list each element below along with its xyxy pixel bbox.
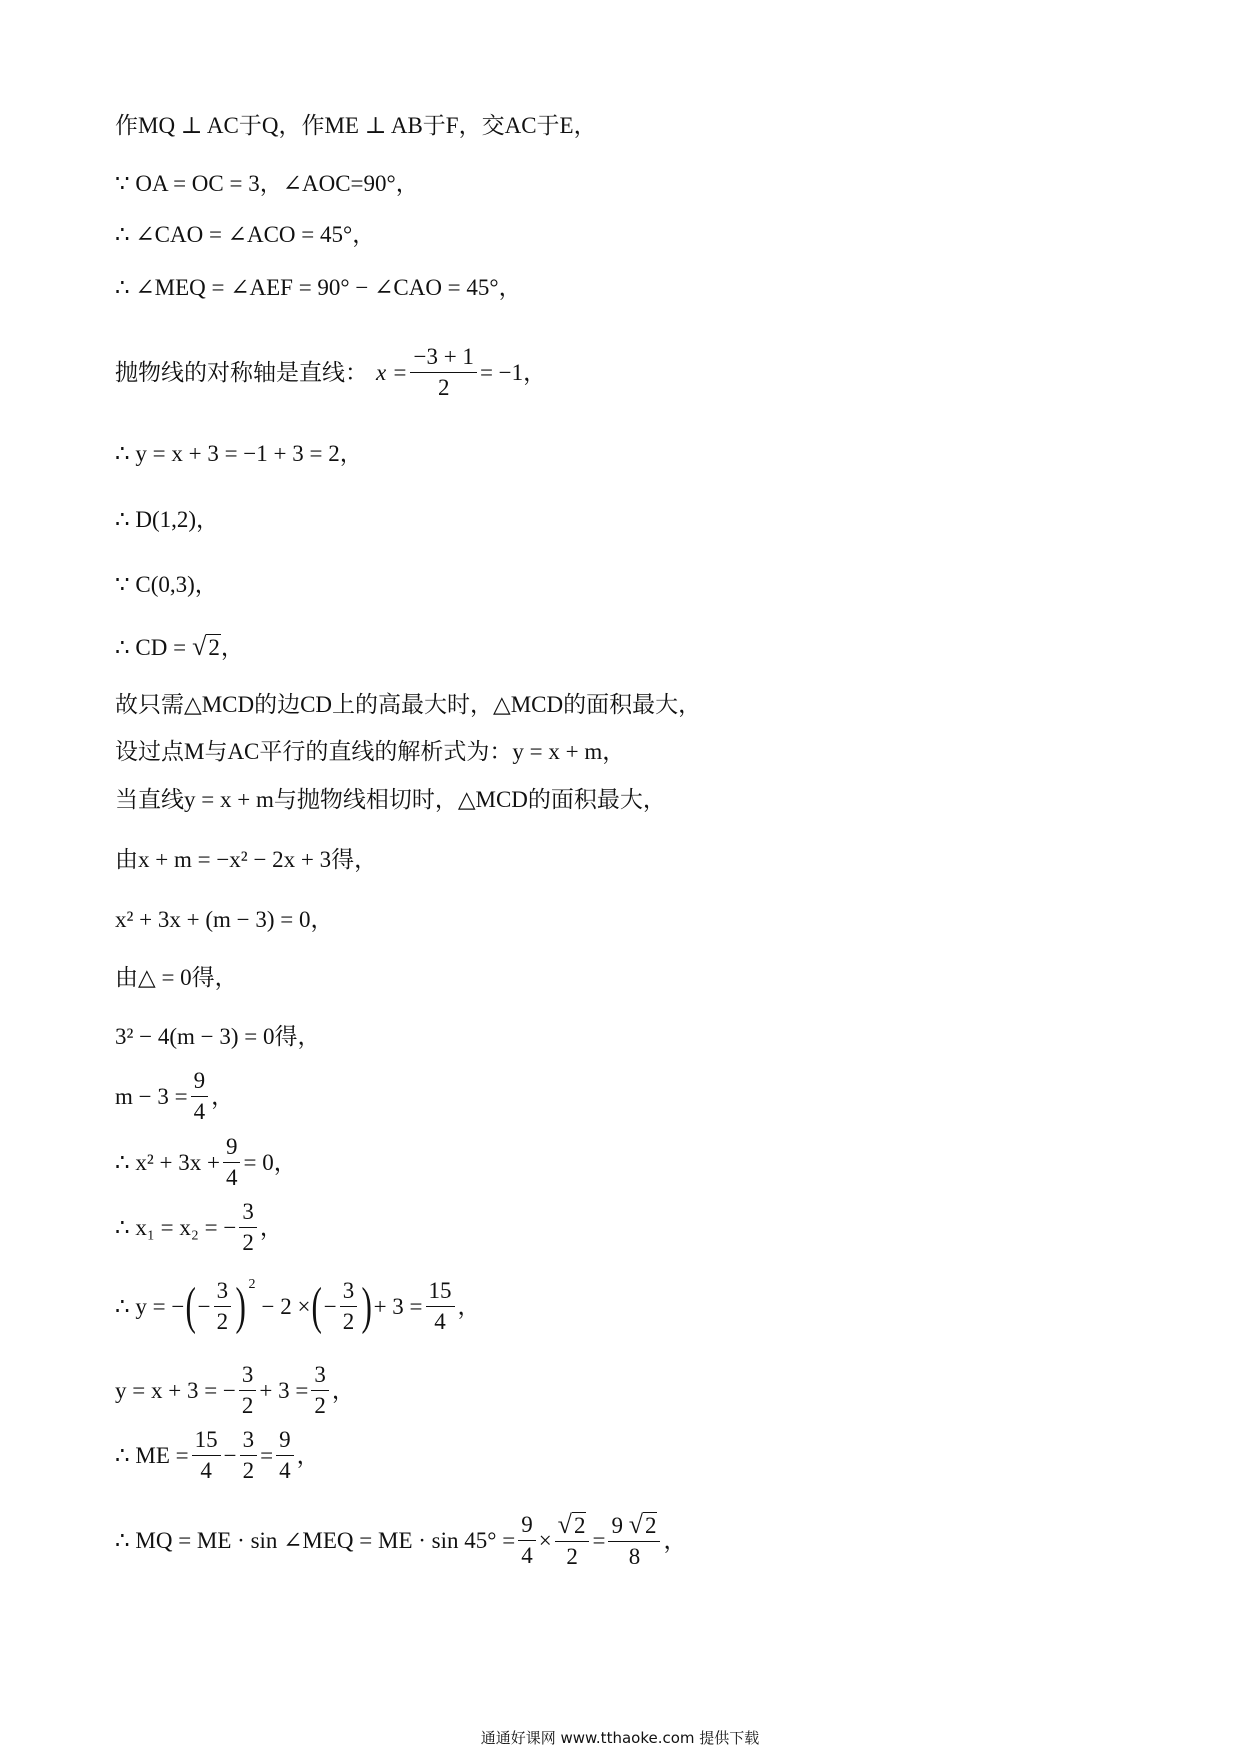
fraction xyxy=(214,1279,232,1334)
numerator: −3 + 1 xyxy=(410,345,476,373)
numerator: 3 xyxy=(239,1363,257,1391)
denominator: 4 xyxy=(521,1543,533,1569)
fraction xyxy=(191,1069,209,1124)
line-18-prefix: ∴ x² + 3x + xyxy=(115,1150,220,1176)
sqrt xyxy=(629,1512,658,1538)
line-1 xyxy=(115,114,597,137)
line-6-text: ∴ y = x + 3 = −1 + 3 = 2， xyxy=(115,441,363,466)
line-10-text: 故只需△MCD的边CD上的高最大时，△MCD的面积最大， xyxy=(115,692,702,717)
exponent: 2 xyxy=(248,1276,256,1292)
denominator: 4 xyxy=(193,1099,206,1125)
line-20-c: + 3 = xyxy=(373,1294,423,1320)
right-paren: ) xyxy=(235,1277,247,1335)
line-6 xyxy=(115,442,363,465)
denominator: 4 xyxy=(200,1458,212,1484)
fraction xyxy=(239,1200,257,1255)
line-14 xyxy=(115,908,334,931)
line-23-c: = xyxy=(592,1528,606,1554)
fraction xyxy=(223,1135,241,1190)
line-10 xyxy=(115,693,701,716)
line-15-text: 由△ = 0得， xyxy=(115,965,238,990)
line-23-tail: ， xyxy=(663,1528,687,1554)
fraction xyxy=(276,1428,294,1483)
line-9 xyxy=(115,634,244,660)
right-paren: ) xyxy=(361,1277,373,1335)
radical-sign: √ xyxy=(557,1510,572,1540)
line-7 xyxy=(115,508,219,531)
radicand: 2 xyxy=(644,1513,657,1538)
page-footer: 通通好课网 www.tthaoke.com 提供下载 xyxy=(480,1729,760,1747)
numerator: 3 xyxy=(239,1200,257,1228)
radical-sign: √ xyxy=(628,1510,643,1540)
fraction xyxy=(240,1428,258,1483)
line-14-text: x² + 3x + (m − 3) = 0， xyxy=(115,907,334,932)
numerator: 9 xyxy=(223,1135,241,1163)
line-16-text: 3² − 4(m − 3) = 0得， xyxy=(115,1024,321,1049)
line-5-prefix: 抛物线的对称轴是直线： xyxy=(115,360,368,386)
numerator: 15 xyxy=(192,1428,221,1456)
denominator: 8 xyxy=(628,1544,641,1570)
left-paren: ( xyxy=(185,1277,197,1335)
denominator: 2 xyxy=(216,1309,229,1335)
line-8 xyxy=(115,573,218,596)
radicand: 2 xyxy=(208,635,220,660)
line-21 xyxy=(115,1363,355,1418)
numerator: 9 xyxy=(191,1069,209,1097)
numerator-coefficient: 9 xyxy=(611,1513,623,1539)
line-20-a: ∴ y = − xyxy=(115,1294,185,1320)
line-4 xyxy=(115,276,522,299)
line-9-tail: ， xyxy=(220,634,244,660)
line-15 xyxy=(115,966,238,989)
denominator: 4 xyxy=(279,1458,291,1484)
line-19-tail: ， xyxy=(259,1215,283,1241)
fraction xyxy=(192,1428,221,1483)
line-2 xyxy=(115,172,419,195)
numerator: 9 xyxy=(518,1513,536,1541)
numerator: 3 xyxy=(340,1279,358,1307)
line-17-prefix: m − 3 = xyxy=(115,1084,188,1110)
denominator: 4 xyxy=(225,1165,238,1191)
line-4-text: ∴ ∠MEQ = ∠AEF = 90° − ∠CAO = 45°， xyxy=(115,275,522,300)
numerator xyxy=(608,1512,660,1542)
line-5 xyxy=(115,345,546,400)
fraction xyxy=(555,1512,590,1569)
line-21-tail: ， xyxy=(331,1378,355,1404)
numerator: 3 xyxy=(214,1279,232,1307)
line-22 xyxy=(115,1428,320,1483)
numerator: 3 xyxy=(311,1363,329,1391)
line-22-b: − xyxy=(223,1443,237,1469)
numerator: 3 xyxy=(240,1428,258,1456)
line-23 xyxy=(115,1512,686,1569)
denominator: 2 xyxy=(314,1393,326,1419)
fraction xyxy=(410,345,476,400)
line-20-tail: ， xyxy=(457,1294,481,1320)
line-2-text: ∵ OA = OC = 3，∠AOC=90°， xyxy=(115,171,419,196)
left-paren: ( xyxy=(311,1277,323,1335)
line-19-prefix: ∴ x₁ = x₂ = − xyxy=(115,1215,237,1241)
radical-sign: √ xyxy=(192,632,207,662)
line-23-b: × xyxy=(538,1528,552,1554)
denominator: 2 xyxy=(241,1393,254,1419)
line-11-text: 设过点M与AC平行的直线的解析式为：y = x + m， xyxy=(115,739,626,764)
line-5-tail: = −1， xyxy=(479,360,547,386)
numerator xyxy=(555,1512,590,1542)
denominator: 2 xyxy=(342,1309,355,1335)
numerator: 9 xyxy=(276,1428,294,1456)
line-19 xyxy=(115,1200,283,1255)
numerator: 15 xyxy=(426,1279,455,1307)
line-8-text: ∵ C(0,3)， xyxy=(115,572,218,597)
line-3-text: ∴ ∠CAO = ∠ACO = 45°， xyxy=(115,222,376,247)
minus-sign: − xyxy=(323,1294,337,1320)
denominator: 2 xyxy=(242,1458,255,1484)
minus-sign: − xyxy=(197,1294,211,1320)
line-17-tail: ， xyxy=(211,1084,235,1110)
sqrt xyxy=(558,1512,587,1538)
denominator: 2 xyxy=(242,1230,254,1256)
radicand: 2 xyxy=(573,1513,586,1538)
line-12-text: 当直线y = x + m与抛物线相切时，△MCD的面积最大， xyxy=(115,787,666,812)
fraction xyxy=(311,1363,329,1418)
line-22-c: = xyxy=(260,1443,274,1469)
line-3 xyxy=(115,223,375,246)
fraction xyxy=(239,1363,257,1418)
line-18 xyxy=(115,1135,297,1190)
line-21-b: + 3 = xyxy=(259,1378,309,1404)
line-16 xyxy=(115,1025,321,1048)
line-9-prefix: ∴ CD = xyxy=(115,634,187,660)
fraction xyxy=(340,1279,358,1334)
denominator: 4 xyxy=(434,1309,446,1335)
line-18-tail: = 0， xyxy=(243,1150,297,1176)
sqrt xyxy=(192,634,221,660)
denominator: 2 xyxy=(437,375,450,401)
line-20 xyxy=(115,1276,481,1335)
line-13-text: 由x + m = −x² − 2x + 3得， xyxy=(115,847,378,872)
fraction xyxy=(426,1279,455,1334)
line-1-text: 作MQ ⊥ AC于Q，作ME ⊥ AB于F，交AC于E， xyxy=(115,113,597,138)
line-22-a: ∴ ME = xyxy=(115,1443,189,1469)
line-17 xyxy=(115,1069,234,1124)
line-5-x: x = xyxy=(376,360,408,386)
denominator: 2 xyxy=(566,1544,578,1570)
line-21-a: y = x + 3 = − xyxy=(115,1378,236,1404)
line-23-a: ∴ MQ = ME · sin ∠MEQ = ME · sin 45° = xyxy=(115,1528,516,1554)
line-7-text: ∴ D(1,2)， xyxy=(115,507,220,532)
line-11 xyxy=(115,740,625,763)
fraction xyxy=(608,1512,660,1569)
line-20-b: − 2 × xyxy=(261,1294,311,1320)
line-12 xyxy=(115,788,666,811)
line-22-tail: ， xyxy=(296,1443,320,1469)
fraction xyxy=(518,1513,536,1568)
line-13 xyxy=(115,848,377,871)
